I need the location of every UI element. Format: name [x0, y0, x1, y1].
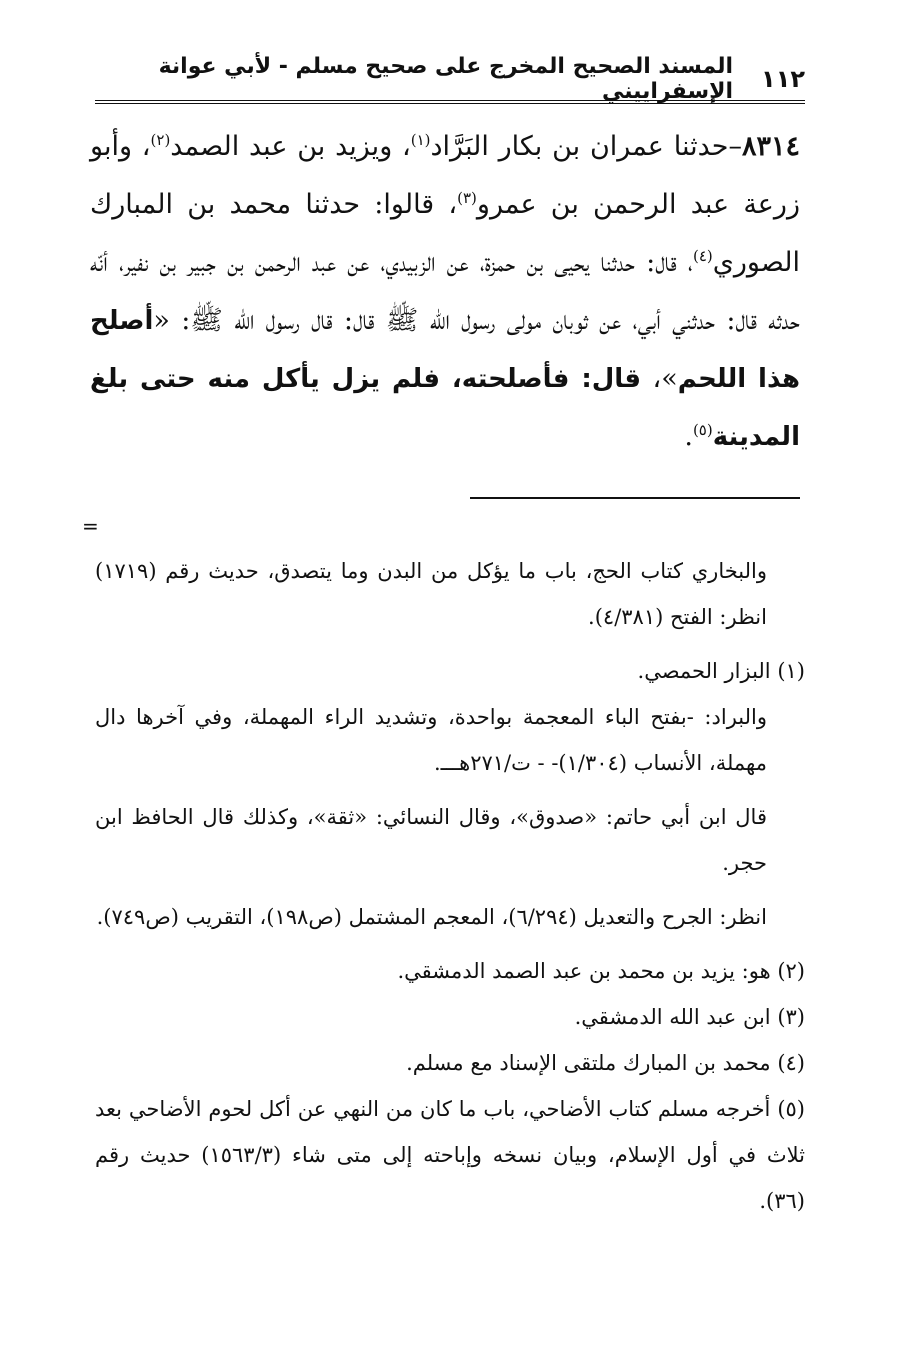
page-header: [95, 54, 805, 104]
footnote-4: (٤) محمد بن المبارك ملتقى الإسناد مع مسلم.: [406, 1051, 805, 1075]
running-title: المسند الصحيح المخرج على صحيح مسلم - لأبي عوانة الإسفراييني: [158, 54, 734, 104]
footnote-continuation: والبخاري كتاب الحج، باب ما يؤكل من البدن وما يتصدق، حديث رقم (١٧١٩) انظر: الفتح (٤/٣٨١).: [95, 559, 767, 629]
text-segment: ، ويزيد بن عبد الصمد: [170, 131, 411, 162]
footnote-ref[interactable]: (١): [410, 131, 431, 149]
narration-bold: قال: فأصلحته، فلم يزل يأكل منه حتى بلغ المدينة: [90, 364, 800, 452]
footnote-separator: [470, 497, 800, 499]
text-segment: ، قالوا: حدثنا محمد بن المبارك الصوري: [90, 189, 800, 278]
hadith-text: [90, 118, 800, 466]
hadith-paragraph: [90, 118, 800, 466]
footnotes: [95, 548, 805, 1232]
text-segment: .: [684, 421, 693, 452]
continuation-mark: =: [82, 514, 99, 538]
footnote-1-paragraph: والبراد: -بفتح الباء المعجمة بواحدة، وتشديد الراء المهملة، وفي آخرها دال مهملة، الأنساب (١/٣٠٤)- - ت/٢٧١هـــ.: [95, 705, 767, 775]
text-segment: »،: [641, 363, 678, 394]
footnote-ref[interactable]: (٣): [457, 189, 477, 207]
text-segment: ، قال: حدثنا يحيى بن حمزة، عن الزبيدي، عن عبد الرحمن بن جبير بن نفير، أنّه حدثه قال: حدثني أبي، عن ثوبان مولى رسول الله ﷺ قال: قال رسول الله ﷺ: «: [90, 247, 800, 336]
footnote-1-paragraph: انظر: الجرح والتعديل (٦/٢٩٤)، المعجم المشتمل (ص١٩٨)، التقريب (ص٧٤٩).: [96, 905, 767, 929]
footnote-2: (٢) هو: يزيد بن محمد بن عبد الصمد الدمشقي.: [397, 959, 805, 983]
footnote-ref[interactable]: (٢): [150, 131, 171, 149]
footnote-ref[interactable]: (٤): [692, 247, 713, 265]
hadith-number: ٨٣١٤: [741, 131, 800, 162]
footnote-3: (٣) ابن عبد الله الدمشقي.: [574, 1005, 805, 1029]
footnote-1-paragraph: قال ابن أبي حاتم: «صدوق»، وقال النسائي: «ثقة»، وكذلك قال الحافظ ابن حجر.: [95, 805, 767, 875]
footnote-ref[interactable]: (٥): [692, 421, 713, 439]
prophet-quote: أصلح هذا اللحم: [90, 306, 800, 394]
page-number: ١١٢: [761, 65, 805, 93]
footnote-1-heading: (١) البزار الحمصي.: [637, 659, 805, 683]
footnote-5: (٥) أخرجه مسلم كتاب الأضاحي، باب ما كان من النهي عن أكل لحوم الأضاحي بعد ثلاث في أول الإسلام، وبيان نسخه وإباحته إلى متى شاء (١٥٦٣/٣) حديث رقم (٣٦).: [95, 1097, 806, 1213]
text-segment: –حدثنا عمران بن بكار البَرَّاد: [430, 131, 742, 162]
text-segment: ، وأبو زرعة عبد الرحمن بن عمرو: [90, 131, 800, 220]
